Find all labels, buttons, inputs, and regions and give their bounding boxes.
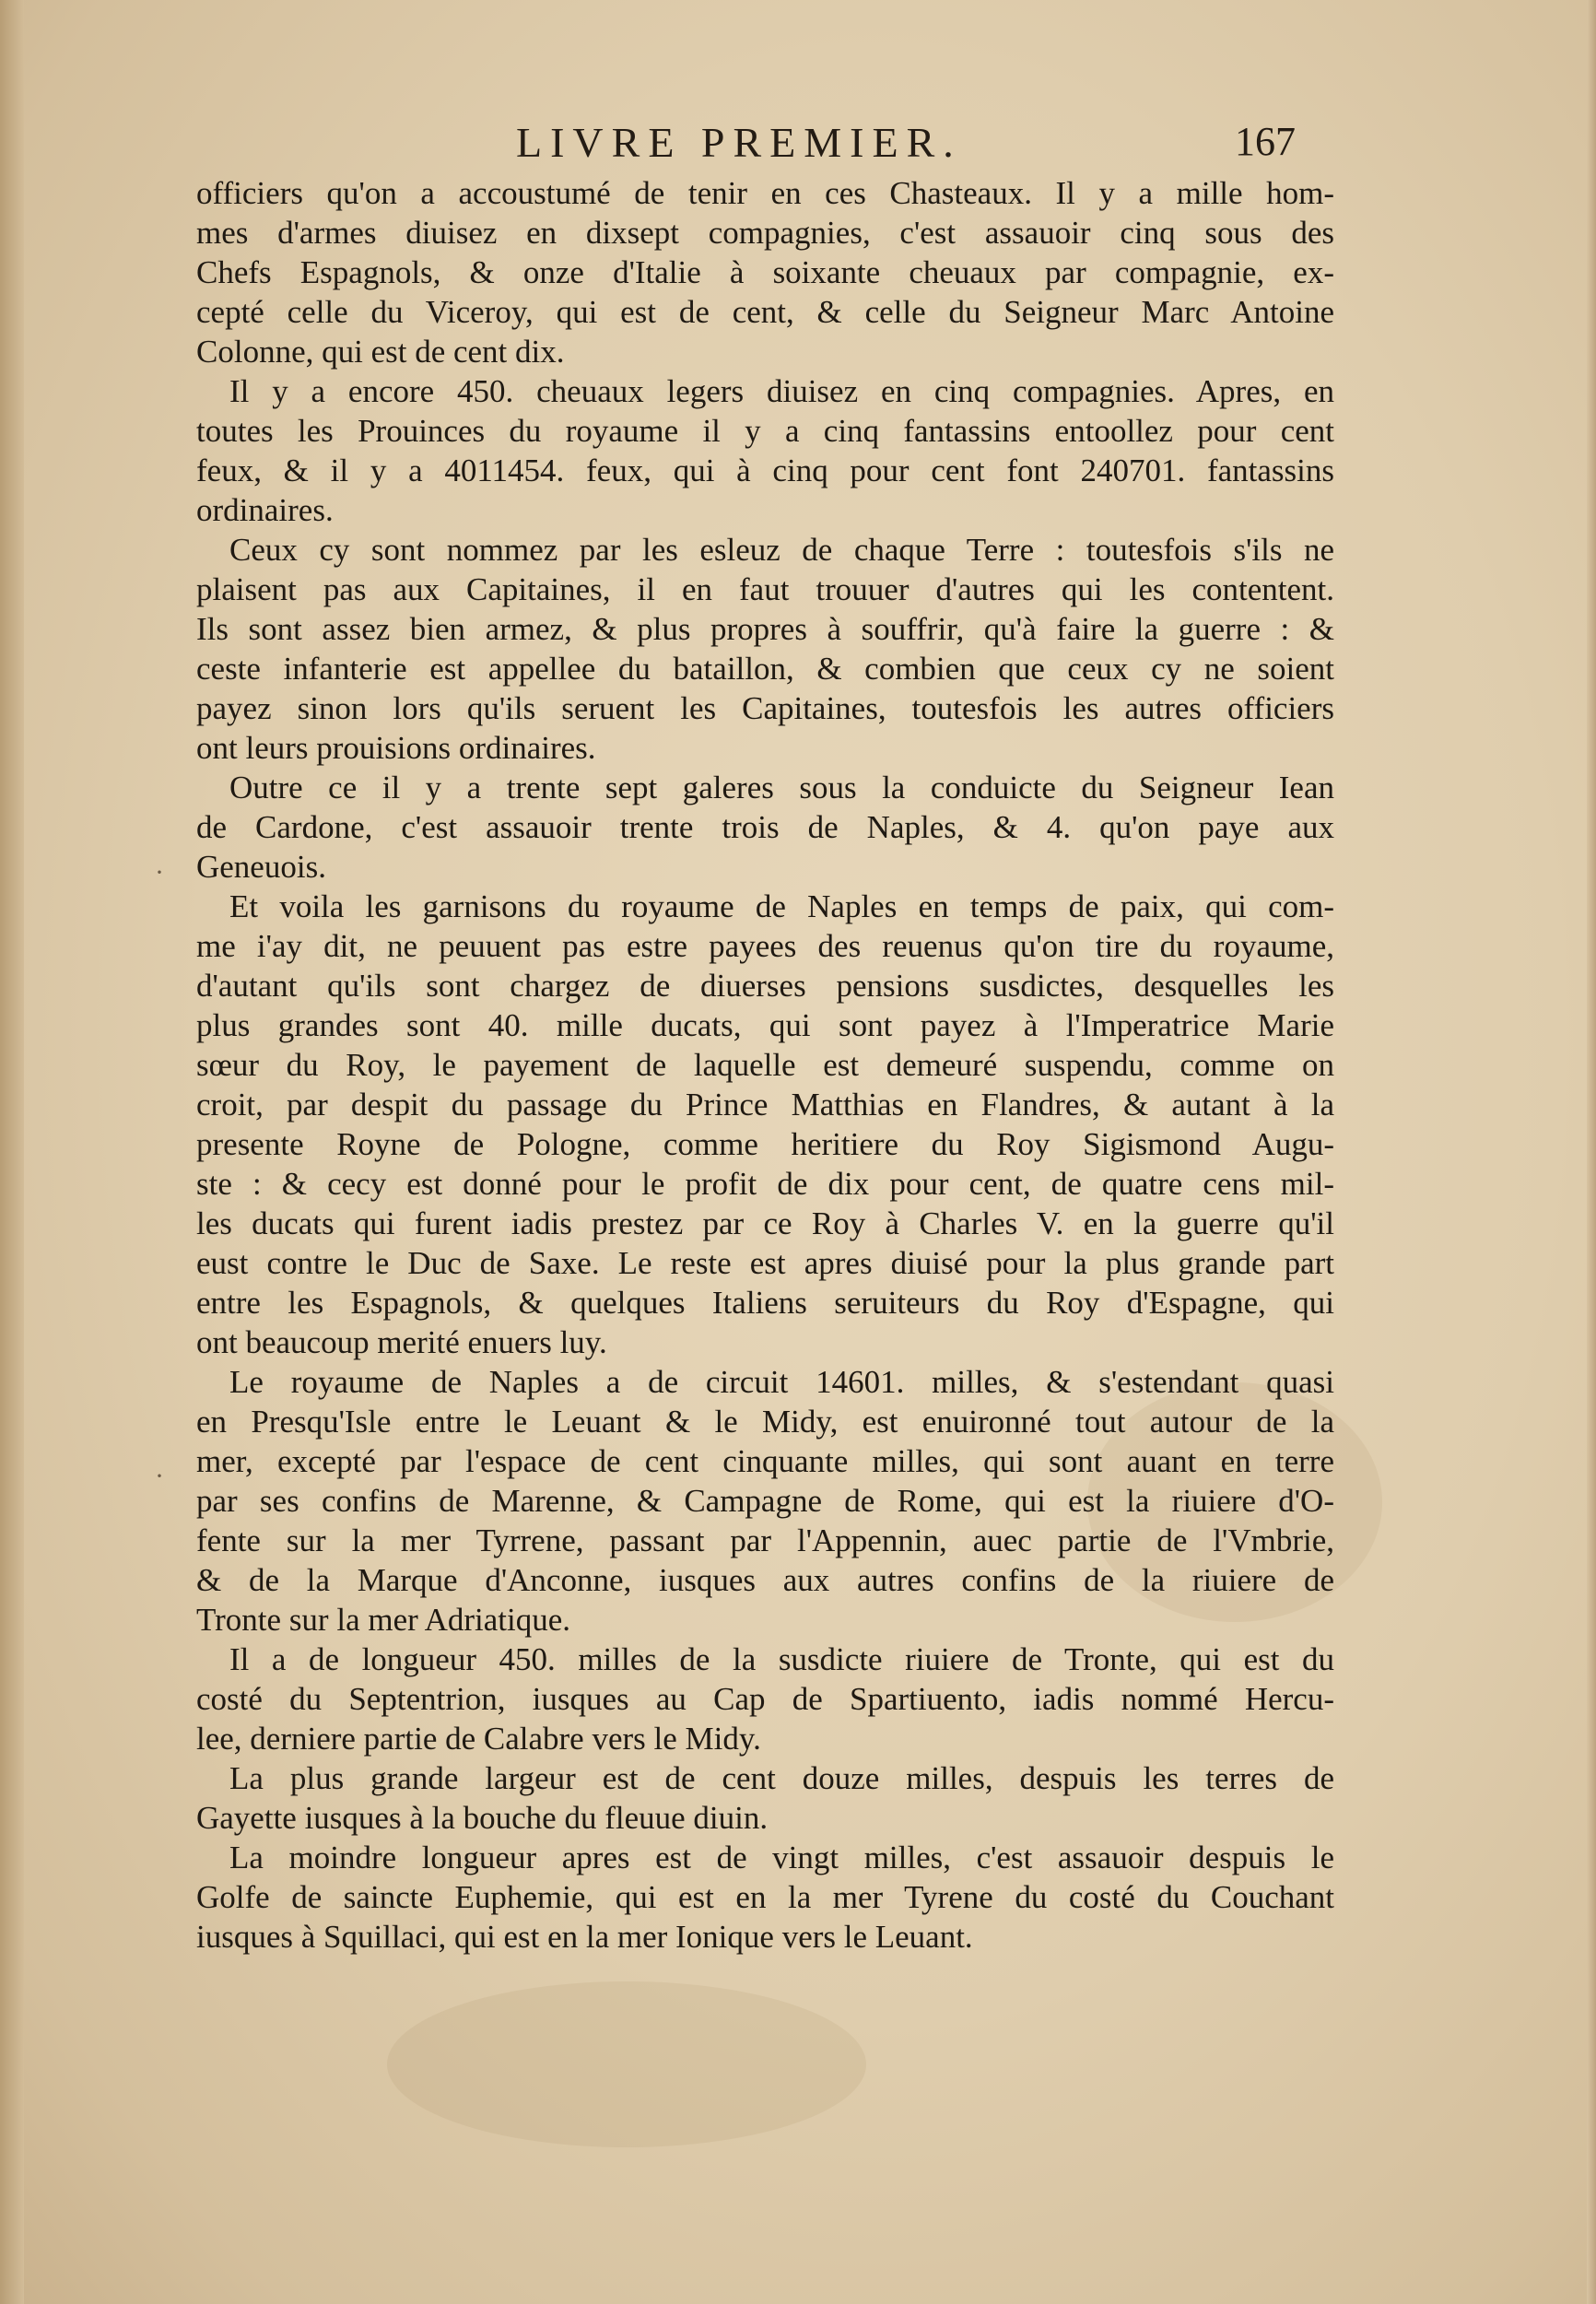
paper-stain: [387, 1981, 866, 2147]
text-line: Ils sont assez bien armez, & plus propres à souffrir, qu'à faire la guerre : &: [196, 611, 1334, 647]
text-line: plus grandes sont 40. mille ducats, qui sont payez à l'Imperatrice Marie: [196, 1007, 1334, 1043]
text-line: ste : & cecy est donné pour le profit de dix pour cent, de quatre cens mil-: [196, 1166, 1334, 1202]
text-line: les ducats qui furent iadis prestez par ce Roy à Charles V. en la guerre qu'il: [196, 1205, 1334, 1241]
text-line: par ses confins de Marenne, & Campagne de Rome, qui est la riuiere d'O-: [196, 1483, 1334, 1519]
text-line: fente sur la mer Tyrrene, passant par l'Appennin, auec partie de l'Vmbrie,: [196, 1522, 1334, 1558]
text-line: mes d'armes diuisez en dixsept compagnies, c'est assauoir cinq sous des: [196, 215, 1334, 251]
text-line: & de la Marque d'Anconne, iusques aux autres confins de la riuiere de: [196, 1562, 1334, 1598]
text-line: Colonne, qui est de cent dix.: [196, 334, 565, 370]
margin-mark: ·: [155, 857, 164, 888]
text-line: La plus grande largeur est de cent douze milles, despuis les terres de: [229, 1760, 1334, 1796]
text-line: Outre ce il y a trente sept galeres sous la conduicte du Seigneur Iean: [229, 770, 1334, 805]
text-line: ont leurs prouisions ordinaires.: [196, 730, 596, 766]
page-right-edge: [1587, 0, 1596, 2304]
text-line: d'autant qu'ils sont chargez de diuerses pensions susdictes, desquelles les: [196, 968, 1334, 1004]
text-line: officiers qu'on a accoustumé de tenir en ces Chasteaux. Il y a mille hom-: [196, 175, 1334, 211]
text-line: croit, par despit du passage du Prince Matthias en Flandres, & autant à la: [196, 1087, 1334, 1123]
text-line: lee, derniere partie de Calabre vers le Midy.: [196, 1721, 761, 1757]
text-line: en Presqu'Isle entre le Leuant & le Midy, est enuironné tout autour de la: [196, 1404, 1334, 1440]
text-line: Il y a encore 450. cheuaux legers diuisez en cinq compagnies. Apres, en: [229, 373, 1334, 409]
text-line: ordinaires.: [196, 492, 334, 528]
text-line: toutes les Prouinces du royaume il y a cinq fantassins entoollez pour cent: [196, 413, 1334, 449]
text-line: La moindre longueur apres est de vingt milles, c'est assauoir despuis le: [229, 1840, 1334, 1875]
text-line: Tronte sur la mer Adriatique.: [196, 1602, 571, 1638]
text-line: cepté celle du Viceroy, qui est de cent, & celle du Seigneur Marc Antoine: [196, 294, 1334, 330]
page-gutter-shadow: [0, 0, 24, 2304]
text-line: entre les Espagnols, & quelques Italiens seruiteurs du Roy d'Espagne, qui: [196, 1285, 1334, 1321]
text-line: costé du Septentrion, iusques au Cap de Spartiuento, iadis nommé Hercu-: [196, 1681, 1334, 1717]
text-line: mer, excepté par l'espace de cent cinquante milles, qui sont auant en terre: [196, 1443, 1334, 1479]
text-line: sœur du Roy, le payement de laquelle est demeuré suspendu, comme on: [196, 1047, 1334, 1083]
text-line: Gayette iusques à la bouche du fleuue diuin.: [196, 1800, 769, 1836]
text-line: Le royaume de Naples a de circuit 14601. milles, & s'estendant quasi: [229, 1364, 1334, 1400]
text-line: Golfe de saincte Euphemie, qui est en la mer Tyrene du costé du Couchant: [196, 1879, 1334, 1915]
running-head: LIVRE PREMIER.: [516, 119, 962, 166]
page-number: 167: [1235, 119, 1296, 164]
text-line: ceste infanterie est appellee du bataillon, & combien que ceux cy ne soient: [196, 651, 1334, 687]
text-line: me i'ay dit, ne peuuent pas estre payees des reuenus qu'on tire du royaume,: [196, 928, 1334, 964]
text-line: de Cardone, c'est assauoir trente trois de Naples, & 4. qu'on paye aux: [196, 809, 1334, 845]
text-line: plaisent pas aux Capitaines, il en faut trouuer d'autres qui les contentent.: [196, 571, 1334, 607]
text-line: ont beaucoup merité enuers luy.: [196, 1324, 607, 1360]
text-line: presente Royne de Pologne, comme heritiere du Roy Sigismond Augu-: [196, 1126, 1334, 1162]
text-line: iusques à Squillaci, qui est en la mer Ionique vers le Leuant.: [196, 1919, 973, 1955]
text-line: Ceux cy sont nommez par les esleuz de chaque Terre : toutesfois s'ils ne: [229, 532, 1334, 568]
text-line: Il a de longueur 450. milles de la susdicte riuiere de Tronte, qui est du: [229, 1641, 1334, 1677]
margin-mark: ·: [155, 1461, 164, 1491]
text-line: Chefs Espagnols, & onze d'Italie à soixante cheuaux par compagnie, ex-: [196, 254, 1334, 290]
text-line: Et voila les garnisons du royaume de Naples en temps de paix, qui com-: [229, 888, 1334, 924]
text-line: feux, & il y a 4011454. feux, qui à cinq pour cent font 240701. fantassins: [196, 453, 1334, 488]
body-text: [196, 173, 1334, 1957]
text-line: eust contre le Duc de Saxe. Le reste est apres diuisé pour la plus grande part: [196, 1245, 1334, 1281]
text-line: payez sinon lors qu'ils seruent les Capitaines, toutesfois les autres officiers: [196, 690, 1334, 726]
text-line: Geneuois.: [196, 849, 326, 885]
